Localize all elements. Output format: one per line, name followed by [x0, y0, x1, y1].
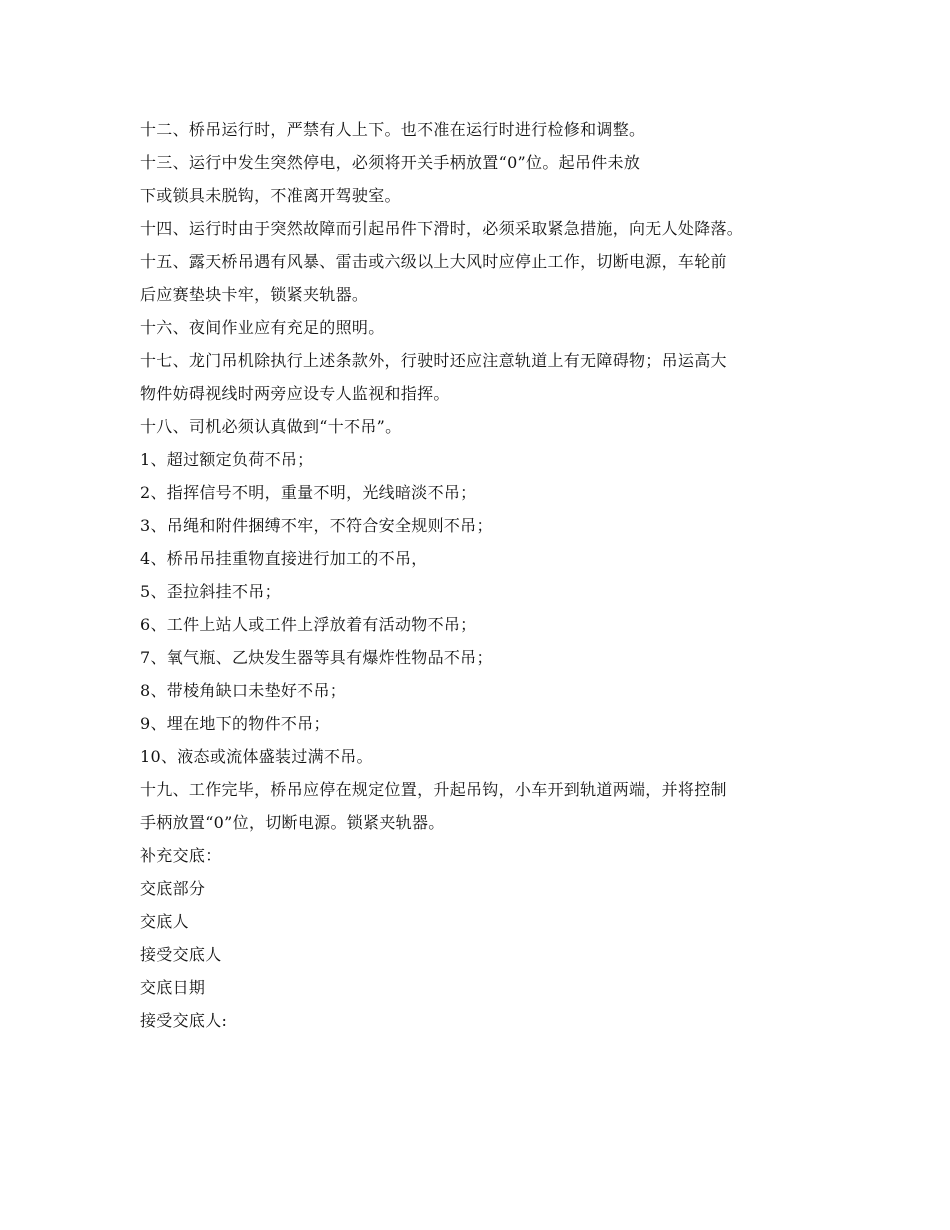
text-line: 手柄放置“0”位，切断电源。锁紧夹轨器。	[140, 813, 445, 832]
list-item: 2、指挥信号不明，重量不明，光线暗淡不吊；	[140, 483, 477, 502]
text-line: 十四、运行时由于突然故障而引起吊件下滑时，必须采取紧急措施，向无人处降落。	[140, 219, 744, 238]
list-item: 4、桥吊吊挂重物直接进行加工的不吊，	[140, 549, 428, 568]
list-item: 3、吊绳和附件捆缚不牢，不符合安全规则不吊；	[140, 516, 493, 535]
handover-section-label: 交底部分	[140, 879, 206, 898]
text-line: 下或锁具未脱钩，不准离开驾驶室。	[140, 186, 401, 205]
list-item: 1、超过额定负荷不吊；	[140, 450, 314, 469]
text-line: 十二、桥吊运行时，严禁有人上下。也不准在运行时进行检修和调整。	[140, 120, 646, 139]
text-line: 物件妨碍视线时两旁应设专人监视和指挥。	[140, 384, 450, 403]
supplement-label: 补充交底：	[140, 846, 222, 865]
document-body	[140, 113, 840, 1037]
handover-person-label: 交底人	[140, 912, 189, 931]
list-item: 7、氧气瓶、乙炔发生器等具有爆炸性物品不吊；	[140, 648, 493, 667]
list-item: 6、工件上站人或工件上浮放着有活动物不吊；	[140, 615, 477, 634]
text-line: 十七、龙门吊机除执行上述条款外，行驶时还应注意轨道上有无障碍物；吊运高大	[140, 351, 727, 370]
text-line: 十五、露天桥吊遇有风暴、雷击或六级以上大风时应停止工作，切断电源，车轮前	[140, 252, 727, 271]
text-line: 十九、工作完毕，桥吊应停在规定位置，升起吊钩，小车开到轨道两端，并将控制	[140, 780, 727, 799]
text-line: 十八、司机必须认真做到“十不吊”。	[140, 417, 402, 436]
receiver-signature-label: 接受交底人:	[140, 1011, 228, 1030]
list-item: 8、带棱角缺口未垫好不吊；	[140, 681, 347, 700]
handover-date-label: 交底日期	[140, 978, 206, 997]
text-line: 十三、运行中发生突然停电，必须将开关手柄放置“0”位。起吊件未放	[140, 153, 641, 172]
list-item: 10、液态或流体盛装过满不吊。	[140, 747, 373, 766]
receiver-label: 接受交底人	[140, 945, 222, 964]
text-line: 后应赛垫块卡牢，锁紧夹轨器。	[140, 285, 369, 304]
text-line: 十六、夜间作业应有充足的照明。	[140, 318, 385, 337]
list-item: 9、埋在地下的物件不吊；	[140, 714, 330, 733]
list-item: 5、歪拉斜挂不吊；	[140, 582, 281, 601]
